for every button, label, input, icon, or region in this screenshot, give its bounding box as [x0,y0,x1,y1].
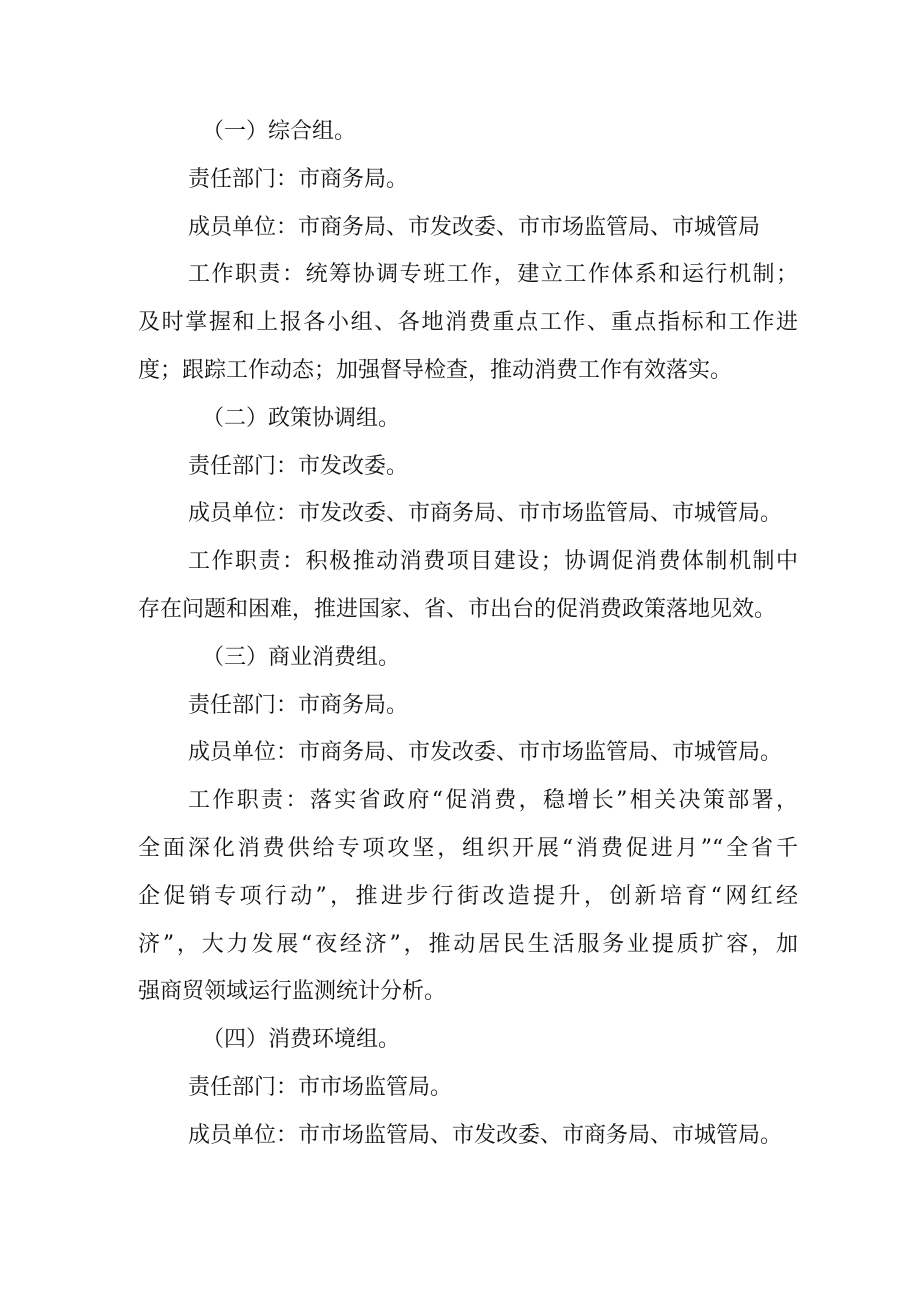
duties-3-line-5: 强商贸领域运行监测统计分析。 [138,979,447,1005]
section-heading-1: （一）综合组。 [202,119,357,144]
document-body [138,108,798,1160]
section-heading-2: （二）政策协调组。 [202,405,401,431]
duties-2-line-2: 存在问题和困难，推进国家、省、市出台的促消费政策落地见效。 [138,596,777,622]
responsible-department-3: 责任部门：市商务局。 [188,692,409,718]
duties-1-line-1: 工作职责：统筹协调专班工作，建立工作体系和运行机制； [188,262,798,288]
duties-1-line-3: 度；跟踪工作动态；加强督导检查，推动消费工作有效落实。 [138,357,733,383]
member-units-1: 成员单位：市商务局、市发改委、市市场监管局、市城管局 [188,214,761,240]
responsible-department-2: 责任部门：市发改委。 [188,453,409,479]
member-units-3: 成员单位：市商务局、市发改委、市市场监管局、市城管局。 [188,740,783,766]
duties-3-line-1: 工作职责：落实省政府“促消费，稳增长”相关决策部署， [188,788,798,814]
duties-3-line-4: 济”，大力发展“夜经济”，推动居民生活服务业提质扩容，加 [138,931,798,957]
duties-3-line-2: 全面深化消费供给专项攻坚，组织开展“消费促进月”“全省千 [138,835,798,861]
section-heading-3: （三）商业消费组。 [202,644,401,670]
member-units-4: 成员单位：市市场监管局、市发改委、市商务局、市城管局。 [188,1122,783,1148]
duties-3-line-3: 企促销专项行动”，推进步行街改造提升，创新培育“网红经 [138,883,798,909]
responsible-department-1: 责任部门：市商务局。 [188,166,409,192]
member-units-2: 成员单位：市发改委、市商务局、市市场监管局、市城管局。 [188,501,783,527]
section-heading-4: （四）消费环境组。 [202,1027,401,1053]
responsible-department-4: 责任部门：市市场监管局。 [188,1074,453,1100]
duties-1-line-2: 及时掌握和上报各小组、各地消费重点工作、重点指标和工作进 [138,310,798,336]
duties-2-line-1: 工作职责：积极推动消费项目建设；协调促消费体制机制中 [188,549,798,575]
